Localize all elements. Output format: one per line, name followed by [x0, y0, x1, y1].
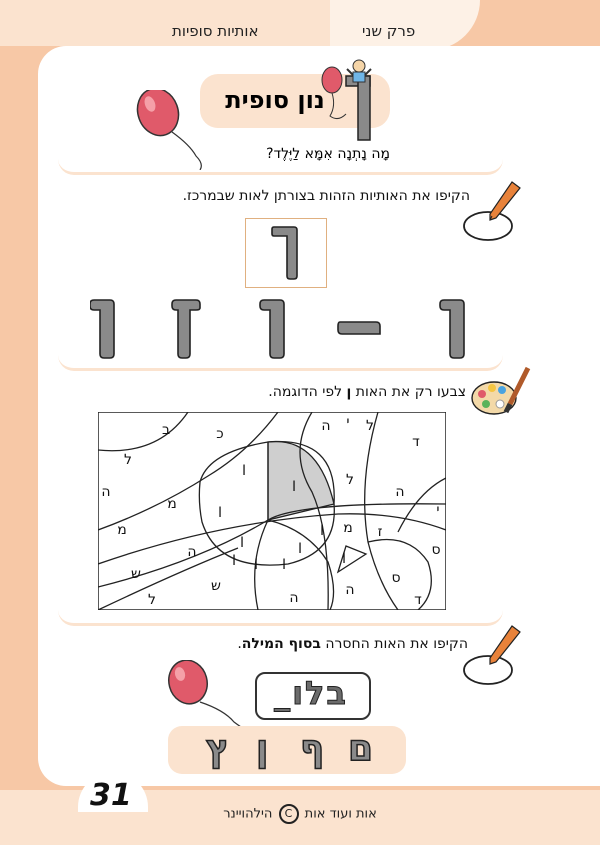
pencil-circle-icon-2: [462, 622, 524, 688]
option-letter-2[interactable]: [338, 322, 380, 334]
exercise3-instruction-pre: הקיפו את האות החסרה: [325, 636, 468, 652]
small-balloon-icon: [318, 66, 348, 128]
answer-option-1[interactable]: ם: [348, 728, 374, 769]
puzzle-cell-24[interactable]: ס: [431, 542, 441, 558]
option-letter-4[interactable]: [172, 300, 200, 358]
coloring-puzzle[interactable]: [98, 412, 446, 610]
puzzle-cell-17[interactable]: ן: [320, 520, 324, 536]
puzzle-cell-32[interactable]: ה: [289, 590, 299, 606]
puzzle-cell-14[interactable]: ן: [218, 502, 222, 518]
puzzle-cell-33[interactable]: ל: [148, 592, 156, 608]
exercise2-instruction-letter: ן: [346, 384, 352, 400]
credit-book: אות ועוד אות: [304, 806, 377, 822]
paint-palette-icon: [470, 366, 532, 418]
puzzle-cell-30[interactable]: ש: [211, 578, 221, 594]
option-letter-3[interactable]: [260, 300, 284, 358]
exercise2-instruction-post: לפי הדוגמה.: [268, 384, 343, 400]
credit-line: [0, 804, 600, 824]
puzzle-cell-1[interactable]: ב: [161, 422, 171, 438]
puzzle-cell-8[interactable]: ן: [242, 460, 246, 476]
puzzle-cell-27[interactable]: ן: [282, 554, 286, 570]
header-chapter: פרק שני: [362, 22, 416, 40]
option-letter-1[interactable]: [440, 300, 464, 358]
exercise1-instruction: הקיפו את האותיות הזהות בצורתן לאות שבמרכז.: [182, 188, 470, 204]
exercise2-instruction: [240, 384, 466, 400]
puzzle-cell-15[interactable]: י: [436, 502, 440, 518]
target-letter: [270, 224, 300, 282]
letter-options-row: [90, 296, 490, 360]
puzzle-cell-2[interactable]: כ: [216, 426, 224, 442]
puzzle-cell-20[interactable]: ן: [240, 532, 244, 548]
exercise2-instruction-pre: צבעו רק את האות: [355, 384, 466, 400]
puzzle-cell-3[interactable]: ה: [321, 418, 331, 434]
puzzle-cell-21[interactable]: ן: [298, 538, 302, 554]
header-left-band: [0, 0, 340, 46]
puzzle-cell-34[interactable]: ד: [414, 592, 422, 608]
puzzle-strip: [58, 595, 503, 626]
puzzle-cell-10[interactable]: ל: [346, 472, 354, 488]
puzzle-cell-9[interactable]: ן: [292, 476, 296, 492]
puzzle-cell-5[interactable]: ל: [366, 418, 374, 434]
answer-option-4[interactable]: ץ: [206, 728, 230, 769]
child-figure-icon: [344, 58, 374, 84]
answer-option-3[interactable]: ן: [256, 728, 269, 769]
credit-author: הילהויינר: [223, 806, 273, 822]
puzzle-cell-12[interactable]: ה: [395, 484, 405, 500]
puzzle-cell-31[interactable]: ה: [345, 582, 355, 598]
header-topic: אותיות סופיות: [172, 22, 259, 40]
option-letter-5[interactable]: [90, 300, 114, 358]
pencil-circle-icon: [462, 178, 524, 244]
exercise3-instruction-post: .: [237, 636, 242, 652]
page-title: נון סופית: [225, 86, 325, 114]
puzzle-cell-7[interactable]: ל: [124, 452, 132, 468]
puzzle-cell-25[interactable]: ש: [131, 566, 141, 582]
puzzle-cell-16[interactable]: מ: [117, 522, 127, 538]
answer-option-2[interactable]: ף: [300, 728, 325, 769]
puzzle-cell-26[interactable]: ן: [254, 554, 258, 570]
puzzle-cell-18[interactable]: מ: [343, 520, 353, 536]
puzzle-cell-19[interactable]: ז: [377, 524, 383, 540]
puzzle-cell-23[interactable]: ן: [342, 548, 346, 564]
puzzle-cell-11[interactable]: ה: [101, 484, 111, 500]
exercise3-instruction: [218, 636, 468, 652]
puzzle-cell-22[interactable]: ה: [187, 544, 197, 560]
puzzle-cell-28[interactable]: ן: [232, 550, 236, 566]
puzzle-cell-29[interactable]: ס: [391, 570, 401, 586]
word-text: בלו_: [274, 674, 348, 712]
balloon-icon-2: [164, 660, 254, 730]
nun-sofit-figure-icon: [344, 74, 372, 142]
exercise3-instruction-bold: בסוף המילה: [241, 636, 321, 652]
puzzle-cell-13[interactable]: מ: [167, 496, 177, 512]
copyright-icon: C: [279, 804, 299, 824]
puzzle-cell-6[interactable]: ד: [412, 434, 420, 450]
sentence-text: מָה נָתְנָה אִמָּא לַיֶּלֶד?: [266, 146, 390, 162]
puzzle-cell-4[interactable]: י: [346, 414, 350, 430]
page-number: 31: [90, 778, 132, 813]
